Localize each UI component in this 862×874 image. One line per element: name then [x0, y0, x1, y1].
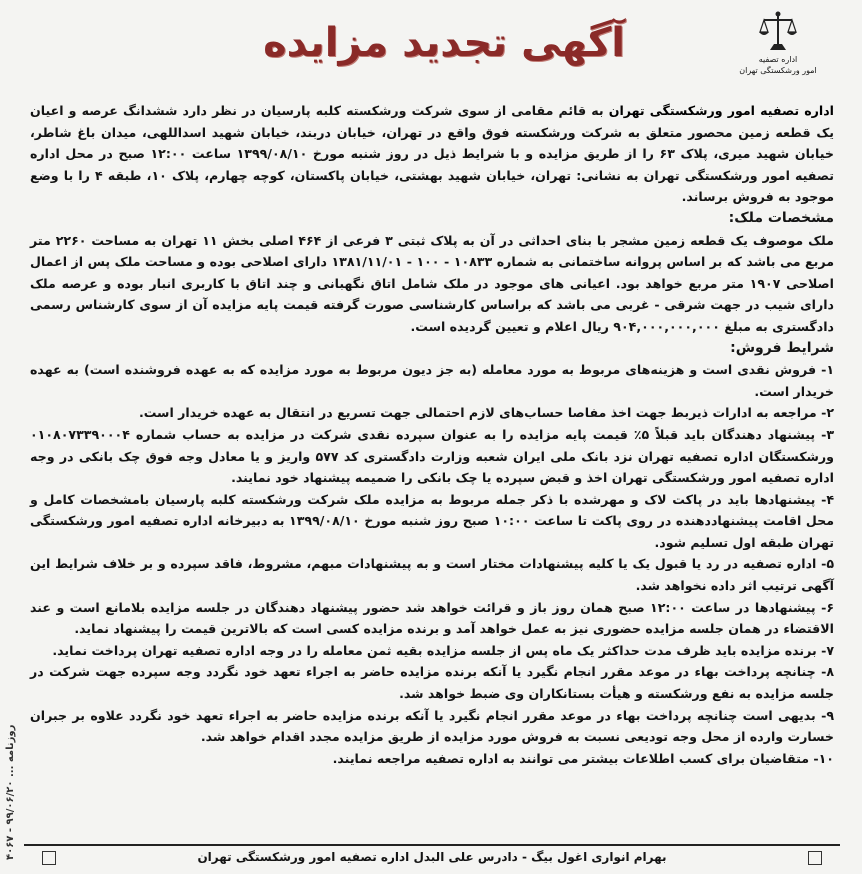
- condition-item: ۶- پیشنهادها در ساعت ۱۲:۰۰ صبح همان روز باز و قرائت خواهد شد حضور پیشنهاد دهندگان در جلسه مزایده بلامانع است و عند الاقتضاء در همان جلسه مزایده حضوری نیز به عمل خواهد آمد و برنده مزایده کسی است که بالاترین قیمت را پیشنهاد نماید.: [30, 599, 834, 637]
- notice-header: [24, 0, 840, 100]
- intro-text: به قائم مقامی از سوی شرکت ورشکسته کلبه پارسیان در نظر دارد ششدانگ عرصه و اعیان یک قطعه زمین محصور متعلق به شرکت ورشکسته فوق واقع در تهران، خیابان دربند، خیابان شهید اسداللهی، میدان باغ شاطر، خیابان شهید میری، پلاک ۶۳ را از طریق مزایده و با شرایط ذیل در روز شنبه مورخ ۱۳۹۹/۰۸/۱۰ ساعت ۱۲:۰۰ صبح در محل اداره تصفیه امور ورشکستگی تهران به نشانی: تهران، خیابان شهید بهشتی، خیابان پاکستان، کوچه چهارم، پلاک ۱۰، طبقه ۴ را با وضع موجود به فروش برساند.: [30, 103, 835, 205]
- notice-body: [24, 100, 840, 769]
- signature-footer: [24, 844, 840, 868]
- decorative-square-icon: [808, 851, 822, 865]
- condition-item: ۵- اداره تصفیه در رد یا قبول یک یا کلیه پیشنهادات مختار است و به پیشنهادات مبهم، مشروط، فاقد سپرده و بر خلاف شرایط این آگهی ترتیب اثر داده نخواهد شد.: [30, 556, 834, 594]
- condition-item: ۹- بدیهی است چنانچه پرداخت بهاء در موعد مقرر انجام نگیرد یا آنکه برنده مزایده حاضر به اجراء تعهد خود نگردد علاوه بر جبران خسارت وارده از محل وجه تودیعی نسبت به فروش مورد مزایده از طریق مزایده مجدد اقدام خواهد شد.: [30, 707, 834, 745]
- condition-item: ۲- مراجعه به ادارات ذیربط جهت اخذ مفاصا حساب‌های لازم احتمالی جهت تسریع در انتقال به عهده خریدار است.: [138, 405, 834, 421]
- condition-item: ۱- فروش نقدی است و هزینه‌های مربوط به مورد معامله (به جز دیون مربوط به مورد مزایده که به عهده فروشنده است) به عهده خریدار است.: [30, 362, 834, 399]
- newspaper-side-stamp: روزنامه ... ۹۹/۰۶/۲۰ - ۴۰۶۷: [5, 724, 16, 860]
- judiciary-emblem: [718, 10, 838, 76]
- condition-item: ۳- پیشنهاد دهندگان باید قبلاً ۵٪ قیمت پایه مزایده را به عنوان سپرده نقدی شرکت در مزایده به حساب شماره ۰۱۰۸۰۷۳۳۹۰۰۰۴ ورشکستگان اداره تصفیه تهران نزد بانک ملی ایران شعبه وزارت دادگستری کد ۵۷۷ واریز و یا معادل وجه فوق چک بانکی در وجه اداره تصفیه امور ورشکستگی تهران اخذ و قبض سپرده یا چک بانکی را ضمیمه پیشنهاد خود نمایند.: [30, 426, 834, 486]
- scales-of-justice-icon: [758, 10, 798, 54]
- condition-item: ۸- چنانچه پرداخت بهاء در موعد مقرر انجام نگیرد یا آنکه برنده مزایده حاضر به اجراء تعهد خود نگردد وجه سپرده جهت شرکت در جلسه مزایده به نفع ورشکسته و هیأت بستانکاران وی ضبط خواهد شد.: [30, 664, 834, 702]
- emblem-caption-line2: امور ورشکستگی تهران: [739, 66, 817, 75]
- condition-item: ۷- برنده مزایده باید ظرف مدت حداکثر یک ماه پس از جلسه مزایده بقیه ثمن معامله را در وجه اداره تصفیه تهران پرداخت نماید.: [52, 642, 834, 658]
- signature-text: بهرام انواری اغول بیگ - دادرس علی البدل اداره تصفیه امور ورشکستگی تهران: [197, 850, 667, 864]
- notice-title: آگهی تجدید مزایده: [263, 20, 625, 66]
- conditions-title: شرایط فروش:: [730, 339, 834, 356]
- condition-item: ۱۰- متقاضیان برای کسب اطلاعات بیشتر می توانند به اداره تصفیه مراجعه نمایند.: [332, 750, 834, 766]
- specs-text: ملک موصوف یک قطعه زمین مشجر با بنای احداثی در آن به پلاک ثبتی ۳ فرعی از ۴۶۴ اصلی بخش ۱۱ تهران به مساحت ۲۲۶۰ متر مربع می باشد که بر اساس پروانه ساختمانی به شماره ۱۰۸۳۳ - ۱۰۰ - ۱۳۸۱/۱۱/۰۱ دارای اصلاحی بوده و مساحت ملک پس از اعمال اصلاحی ۱۹۰۷ متر مربع خواهد بود. اعیانی های موجود در ملک شامل اتاق نگهبانی و چند اتاق با کاربری انبار بوده و عرصه ملک دارای شیب در جهت شرقی - غربی می باشد که براساس کارشناسی صورت گرفته قیمت پایه مزایده آن از سوی کارشناس رسمی دادگستری به مبلغ ۹۰۴,۰۰۰,۰۰۰,۰۰۰ ریال اعلام و تعیین گردیده است.: [30, 232, 834, 334]
- decorative-square-icon: [42, 851, 56, 865]
- organization-name: اداره تصفیه امور ورشکستگی تهران: [608, 103, 834, 118]
- intro-paragraph: [30, 100, 834, 208]
- specs-title: مشخصات ملک:: [728, 209, 834, 226]
- emblem-caption-line1: اداره تصفیه: [758, 55, 798, 64]
- condition-item: ۴- پیشنهادها باید در پاکت لاک و مهرشده با ذکر جمله مربوط به مزایده ملک شرکت ورشکسته کلبه پارسیان بامشخصات کامل و محل اقامت پیشنهاددهنده در روی پاکت تا ساعت ۱۰:۰۰ صبح روز شنبه مورخ ۱۳۹۹/۰۸/۱۰ به دبیرخانه اداره تصفیه امور ورشکستگی تهران طبقه اول تسلیم شود.: [30, 491, 834, 550]
